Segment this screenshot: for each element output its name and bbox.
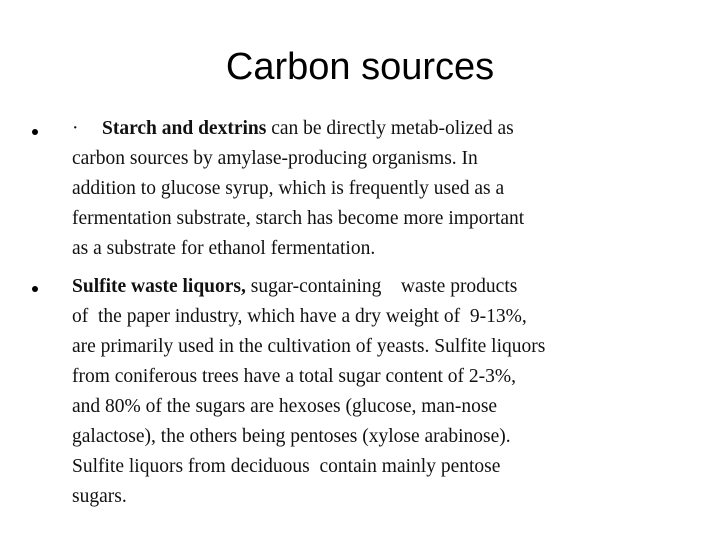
paragraph-line: and 80% of the sugars are hexoses (glucose, man-nose xyxy=(72,396,498,417)
paragraph-line: addition to glucose syrup, which is frequently used as a xyxy=(72,178,505,199)
bold-term: Starch and dextrins xyxy=(102,118,267,139)
bold-term: Sulfite waste liquors, xyxy=(72,276,246,297)
slide-title: Carbon sources xyxy=(225,46,495,88)
paragraph-line: galactose), the others being pentoses (xylose arabinose). xyxy=(72,426,511,447)
paragraph-line: fermentation substrate, starch has become more important xyxy=(72,208,525,229)
paragraph-line: from coniferous trees have a total sugar content of 2-3%, xyxy=(72,366,517,387)
paragraph-line: are primarily used in the cultivation of yeasts. Sulfite liquors xyxy=(72,336,546,357)
bullet-paragraph-sulfite xyxy=(72,272,690,512)
paragraph-line: Sulfite liquors from deciduous contain mainly pentose xyxy=(72,456,501,477)
first-line-rest: sugar-containing waste products xyxy=(245,276,518,297)
bullet-marker xyxy=(32,286,38,292)
paragraph-line: as a substrate for ethanol fermentation. xyxy=(72,238,376,259)
paragraph-line: of the paper industry, which have a dry weight of 9-13%, xyxy=(72,306,527,327)
inline-dot-marker: · xyxy=(72,118,79,139)
paragraph-first-line xyxy=(72,272,690,302)
bullet-marker xyxy=(32,129,38,135)
paragraph-first-line xyxy=(72,114,690,144)
bullet-paragraph-starch xyxy=(72,114,690,264)
first-line-rest: can be directly metab-olized as xyxy=(266,118,514,139)
paragraph-line: sugars. xyxy=(72,486,127,507)
paragraph-line: carbon sources by amylase-producing organisms. In xyxy=(72,148,478,169)
